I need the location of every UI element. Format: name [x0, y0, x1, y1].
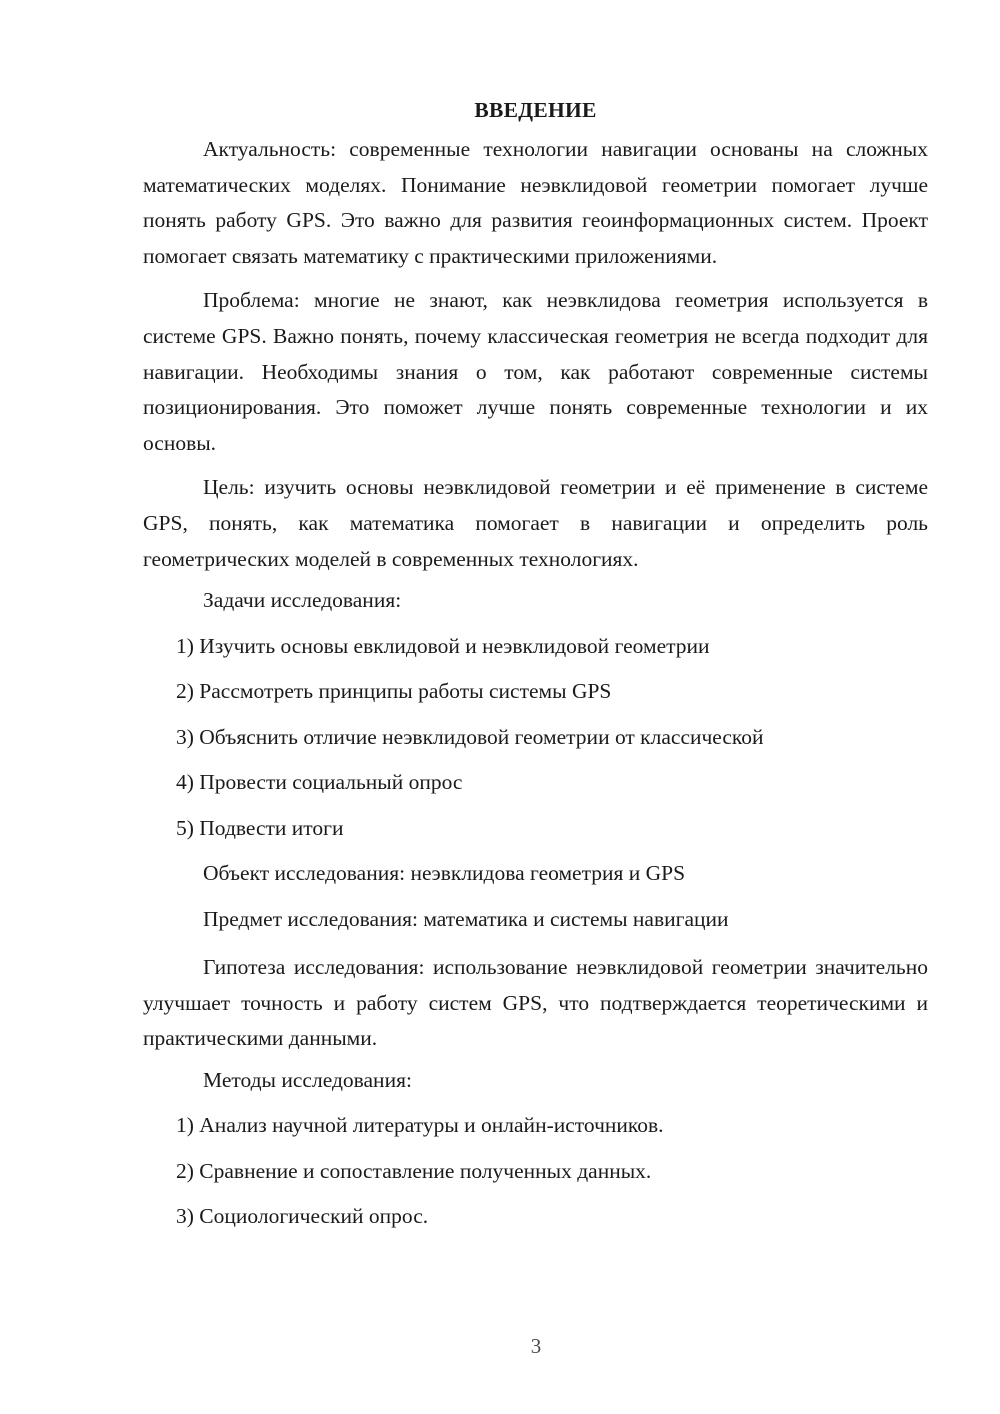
research-object: Объект исследования: неэвклидова геометрия и GPS — [203, 861, 686, 886]
methods-heading: Методы исследования: — [203, 1067, 412, 1092]
section-title: ВВЕДЕНИЕ — [474, 98, 597, 122]
hypothesis-paragraph: Гипотеза исследования: использование неэвклидовой геометрии значительно улучшает точность и работу систем GPS, что подтверждается теоретическими и практическими данными. — [143, 955, 928, 1051]
method-item: 2) Сравнение и сопоставление полученных данных. — [176, 1158, 652, 1183]
task-item: 5) Подвести итоги — [176, 815, 344, 840]
relevance-paragraph: Актуальность: современные технологии навигации основаны на сложных математических моделях. Понимание неэвклидовой геометрии помогает лучше понять работу GPS. Это важно для развития геоинформационных систем. Проект помогает связать математику с практическими приложениями. — [143, 137, 928, 268]
document-page — [143, 96, 928, 1248]
research-subject: Предмет исследования: математика и системы навигации — [203, 906, 729, 931]
task-item: 2) Рассмотреть принципы работы системы GPS — [176, 679, 612, 704]
task-item: 1) Изучить основы евклидовой и неэвклидовой геометрии — [176, 633, 710, 658]
goal-paragraph: Цель: изучить основы неэвклидовой геометрии и её применение в системе GPS, понять, как математика помогает в навигации и определить роль геометрических моделей в современных технологиях. — [143, 475, 928, 571]
page-number: 3 — [530, 1334, 542, 1358]
task-item: 4) Провести социальный опрос — [176, 770, 463, 795]
tasks-heading: Задачи исследования: — [203, 588, 402, 613]
method-item: 1) Анализ научной литературы и онлайн-источников. — [176, 1113, 664, 1138]
task-item: 3) Объяснить отличие неэвклидовой геометрии от классической — [176, 724, 764, 749]
method-item: 3) Социологический опрос. — [176, 1204, 429, 1229]
problem-paragraph: Проблема: многие не знают, как неэвклидова геометрия используется в системе GPS. Важно понять, почему классическая геометрия не всегда подходит для навигации. Необходимы знания о том, как работают современные системы позиционирования. Это поможет лучше понять современные технологии и их основы. — [143, 288, 928, 455]
